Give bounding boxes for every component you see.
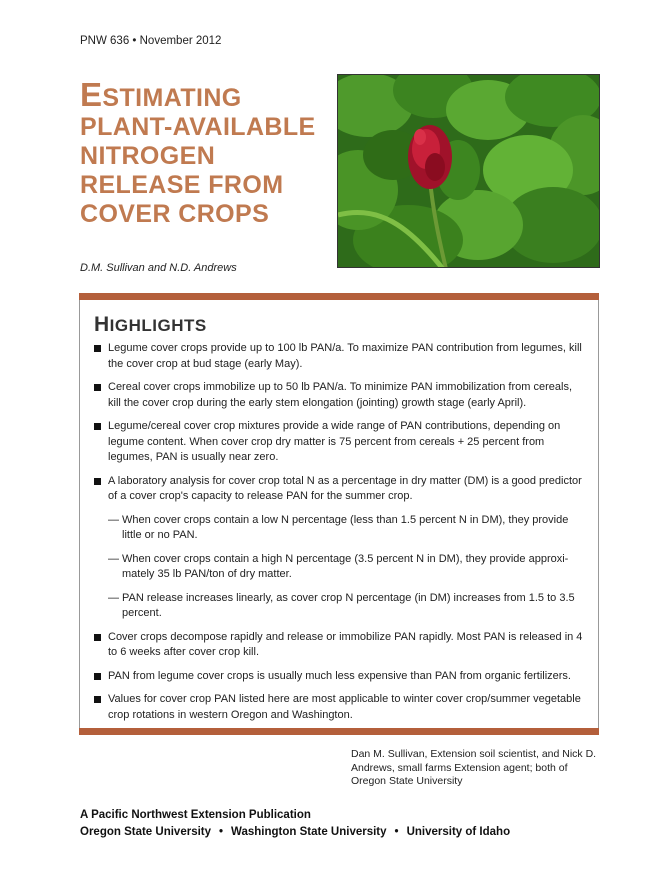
bullet-square-icon (94, 345, 101, 352)
crimson-clover-photo (337, 74, 600, 268)
footer-publication-label: A Pacific Northwest Extension Publication (80, 809, 311, 821)
list-item: Legume/cereal cover crop mixtures provide a wide range of PAN contributions, depending on legume content. When cover crop dry matter is 75 percent from cereals + 25 percent from legumes, PAN is usually near zero. (94, 419, 584, 466)
list-item: A laboratory analysis for cover crop total N as a percentage in dry matter (DM) is a good predictor of a cover crop's capacity to release PAN for the summer crop. (94, 474, 584, 505)
university-osu: Oregon State University (80, 826, 212, 838)
author-affiliation: Dan M. Sullivan, Extension soil scientist, and Nick D. Andrews, small farms Extension agent; both of Oregon State University (351, 748, 597, 787)
document-title (80, 76, 340, 229)
title-line-3: NITROGEN (80, 142, 216, 170)
footer-universities: Oregon State University • Washington State University • University of Idaho (80, 826, 511, 838)
sub-list-item: — PAN release increases linearly, as cover crop N percentage (in DM) increases from 1.5 to 3.5 percent. (108, 591, 575, 619)
title-line-2: PLANT-AVAILABLE (80, 113, 316, 141)
list-item: PAN from legume cover crops is usually much less expensive than PAN from organic fertilizers. (94, 669, 584, 685)
highlights-heading: HIGHLIGHTS (94, 313, 207, 336)
list-item: Legume cover crops provide up to 100 lb PAN/a. To maximize PAN contribution from legumes, kill the cover crop at bud stage (early May). (94, 341, 584, 372)
list-item: Values for cover crop PAN listed here are most applicable to winter cover crop/summer vegetable crop rotations in western Oregon and Washington. (94, 692, 584, 723)
highlights-list (94, 341, 584, 731)
bullet-square-icon (94, 384, 101, 391)
publication-footer (80, 807, 510, 841)
bullet-square-icon (94, 423, 101, 430)
authors-byline: D.M. Sullivan and N.D. Andrews (80, 262, 237, 274)
title-line-4: RELEASE FROM (80, 171, 284, 199)
bullet-square-icon (94, 673, 101, 680)
university-idaho: University of Idaho (406, 826, 511, 838)
university-wsu: Washington State University (231, 826, 387, 838)
sub-list-item: — When cover crops contain a low N percentage (less than 1.5 percent N in DM), they provide little or no PAN. (108, 513, 569, 541)
list-item: Cereal cover crops immobilize up to 50 lb PAN/a. To minimize PAN immobilization from cereals, kill the cover crop during the early stem elongation (jointing) growth stage (early April). (94, 380, 584, 411)
title-line-1: ESTIMATING (80, 76, 242, 113)
list-item: Cover crops decompose rapidly and release or immobilize PAN rapidly. Most PAN is released in 4 to 6 weeks after cover crop kill. (94, 630, 584, 661)
highlights-top-bar (79, 293, 599, 300)
bullet-square-icon (94, 696, 101, 703)
title-line-5: COVER CROPS (80, 200, 270, 228)
publication-number-date: PNW 636 • November 2012 (80, 35, 222, 47)
bullet-square-icon (94, 478, 101, 485)
sub-list-item: — When cover crops contain a high N percentage (3.5 percent N in DM), they provide approximately 35 lb PAN/ton of dry matter. (108, 552, 569, 580)
bullet-square-icon (94, 634, 101, 641)
